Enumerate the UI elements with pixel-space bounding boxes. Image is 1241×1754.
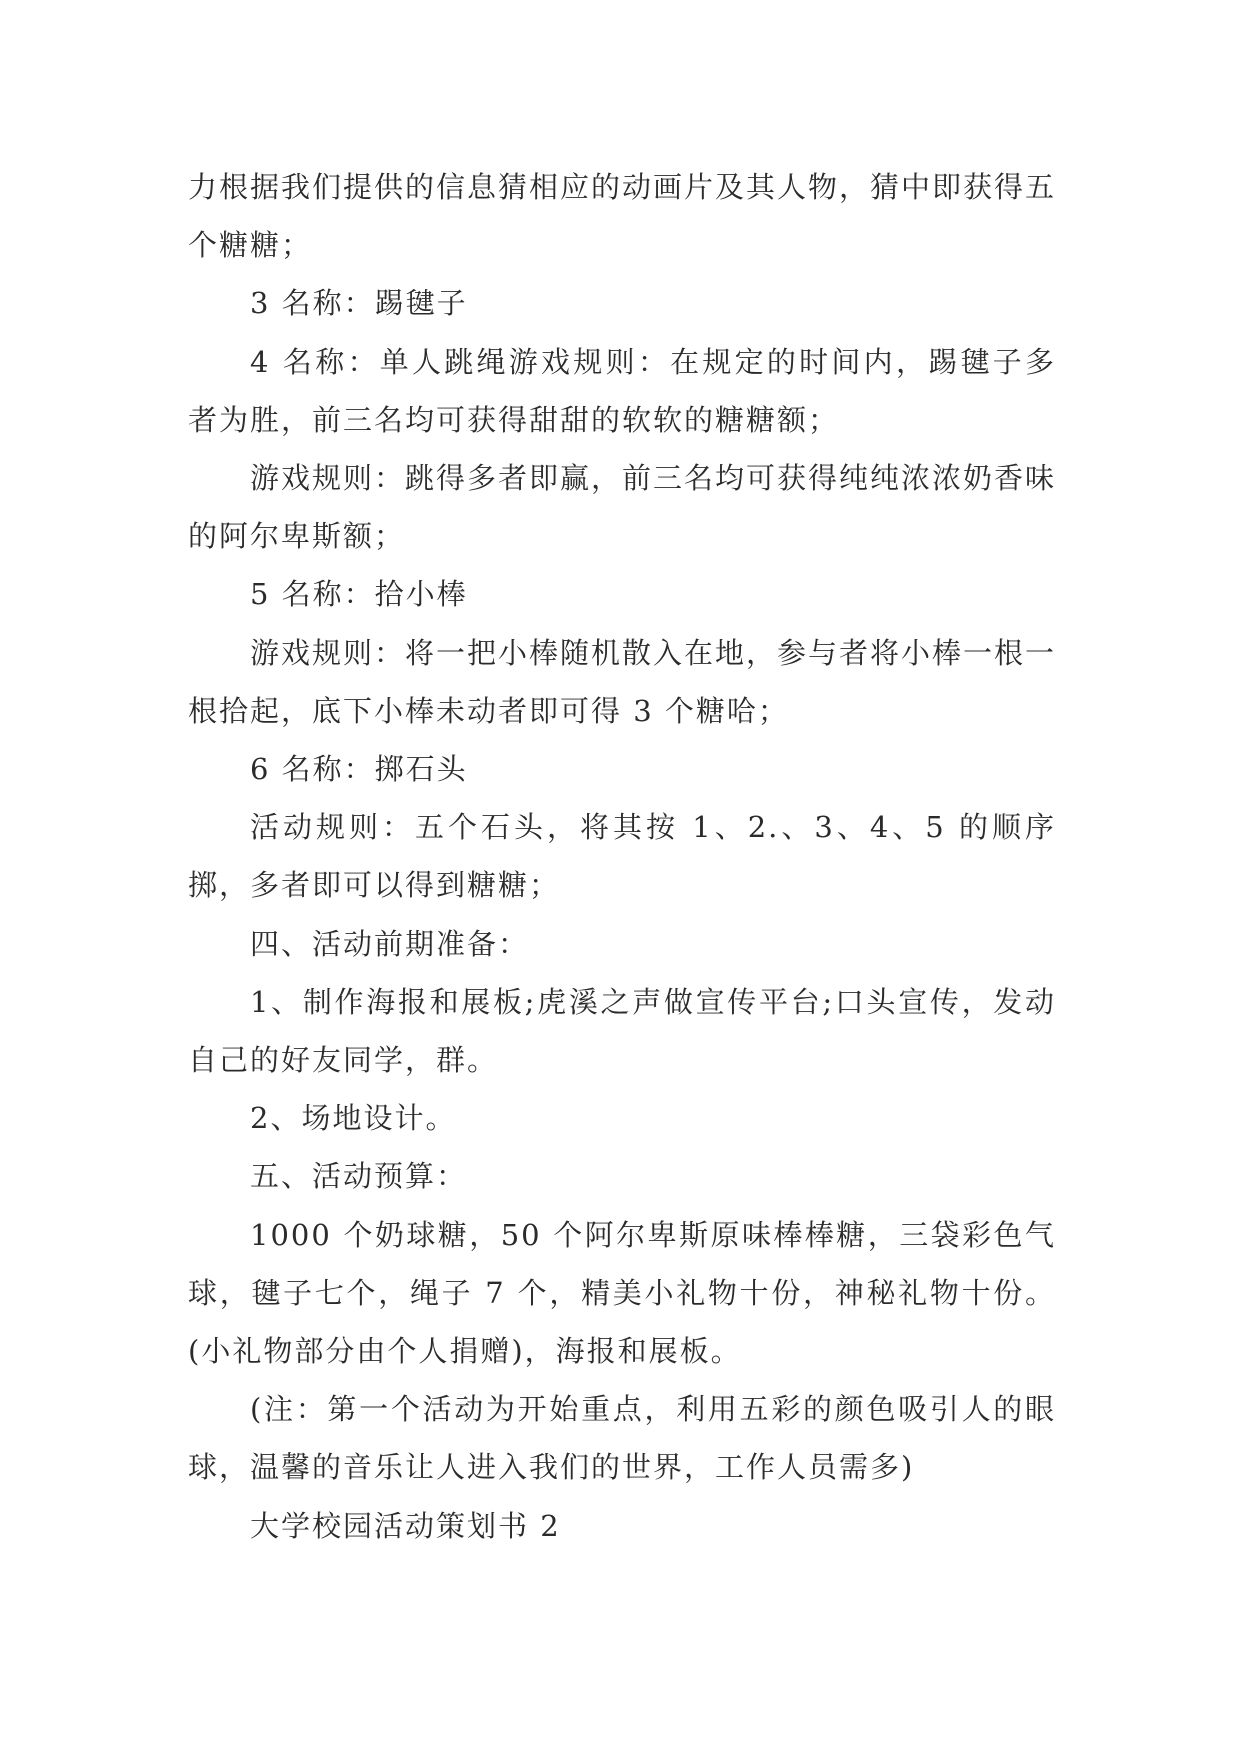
- paragraph: (注：第一个活动为开始重点，利用五彩的颜色吸引人的眼球，温馨的音乐让人进入我们的世界，工作人员需多): [188, 1392, 1056, 1485]
- paragraph: 6 名称：掷石头: [250, 752, 468, 787]
- paragraph: 1000 个奶球糖，50 个阿尔卑斯原味棒棒糖，三袋彩色气球，毽子七个，绳子 7 个，精美小礼物十份，神秘礼物十份。(小礼物部分由个人捐赠)，海报和展板。: [188, 1217, 1056, 1369]
- paragraph: 游戏规则：将一把小棒随机散入在地，参与者将小棒一根一根拾起，底下小棒未动者即可得 3 个糖哈；: [188, 635, 1057, 728]
- document-title: 大学校园活动策划书 2: [250, 1508, 561, 1543]
- paragraph: 3 名称：踢毽子: [250, 286, 468, 321]
- paragraph: 5 名称：拾小棒: [250, 577, 468, 612]
- paragraph: 活动规则：五个石头，将其按 1、2.、3、4、5 的顺序掷，多者即可以得到糖糖；: [188, 810, 1056, 903]
- section-heading: 四、活动前期准备：: [250, 926, 530, 961]
- paragraph: 2、场地设计。: [250, 1101, 457, 1136]
- paragraph: 游戏规则：跳得多者即赢，前三名均可获得纯纯浓浓奶香味的阿尔卑斯额；: [188, 461, 1057, 554]
- document-body: [188, 158, 1056, 1555]
- section-heading: 五、活动预算：: [250, 1159, 468, 1194]
- paragraph: 1、制作海报和展板;虎溪之声做宣传平台;口头宣传，发动自己的好友同学，群。: [188, 984, 1056, 1078]
- paragraph: 4 名称：单人跳绳游戏规则：在规定的时间内，踢毽子多者为胜，前三名均可获得甜甜的软软的糖糖额；: [188, 344, 1056, 437]
- paragraph: 力根据我们提供的信息猜相应的动画片及其人物，猜中即获得五个糖糖；: [188, 170, 1057, 263]
